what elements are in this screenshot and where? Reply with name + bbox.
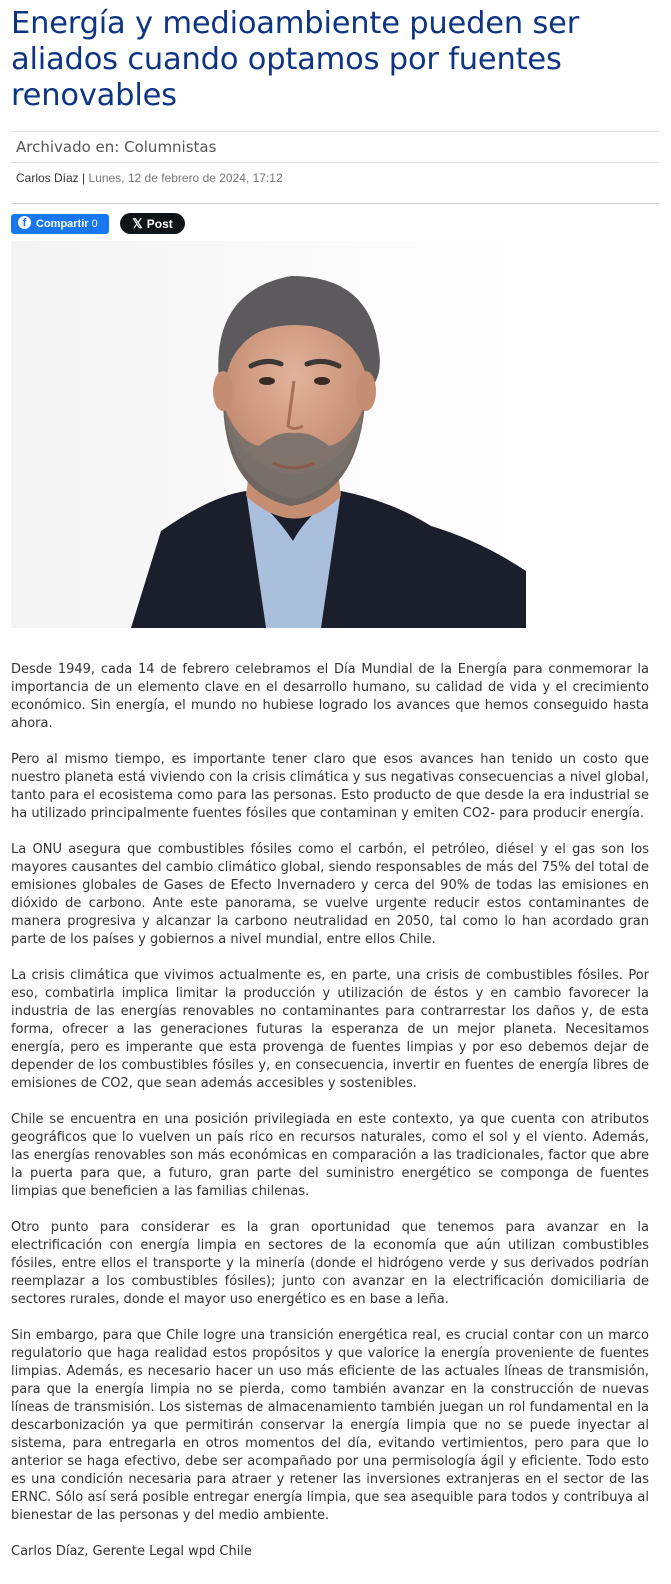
article-paragraph: Sin embargo, para que Chile logre una transición energética real, es crucial contar con un marco regulatorio que haga realidad estos propósitos y que valorice la energía proveniente de fuentes limpias. Además, es necesario hacer un uso más eficiente de las actuales líneas de transmisión, para que la energía limpia no se pierda, como también avanzar en la construcción de nuevas líneas de transmisión. Los sistemas de almacenamiento también juegan un rol fundamental en la descarbonización ya que permitirán conservar la energía limpia que no se puede inyectar al sistema, para entregarla en otros momentos del día, evitando vertimientos, pero para que lo anterior se haga efectivo, debe ser acompañado por una permisología ágil y eficiente. Todo esto es una condición necesaria para atraer y retener las inversiones extranjeras en el sector de las ERNC. Sólo así será posible entregar energía limpia, que sea asequible para todos y contribuya al bienestar de las personas y del medio ambiente. — [11, 1328, 649, 1523]
x-logo-icon: 𝕏 — [132, 216, 143, 231]
article-paragraph: Desde 1949, cada 14 de febrero celebramos el Día Mundial de la Energía para conmemorar la importancia de un elemento clave en el desarrollo humano, su calidad de vida y el crecimiento económico. Sin energía, el mundo no hubiese logrado los avances que hemos conseguido hasta ahora. — [11, 662, 649, 731]
article-paragraph: La ONU asegura que combustibles fósiles como el carbón, el petróleo, diésel y el gas son los mayores causantes del cambio climático global, siendo responsables de más del 75% del total de emisiones globales de Gases de Efecto Invernadero y cerca del 90% de todas las emisiones en dióxido de carbono. Ante este panorama, se vuelve urgente reducir estos contaminantes de manera progresiva y alcanzar la carbono neutralidad en 2050, tal como lo han acordado gran parte de los países y gobiernos a nivel mundial, entre ellos Chile. — [11, 842, 649, 947]
facebook-share-label: Compartir — [36, 218, 89, 230]
byline — [11, 163, 659, 204]
x-post-button[interactable] — [120, 213, 185, 234]
article-paragraph: Chile se encuentra en una posición privilegiada en este contexto, ya que cuenta con atributos geográficos que lo vuelven un país rico en recursos naturales, como el sol y el viento. Además, las energías renovables son más económicas en comparación a las tradicionales, factor que abre la puerta para que, a futuro, gran parte del suministro energético se componga de fuentes limpias que beneficien a las familias chilenas. — [11, 1112, 649, 1199]
publish-date: Lunes, 12 de febrero de 2024, 17:12 — [88, 171, 283, 185]
author-photo — [11, 241, 526, 628]
article-paragraph: Pero al mismo tiempo, es importante tener claro que esos avances han tenido un costo que nuestro planeta está viviendo con la crisis climática y sus negativas consecuencias a nivel global, tanto para el ecosistema como para las personas. Esto producto de que desde la era industrial se ha utilizado principalmente fuentes fósiles que contaminan y emiten CO2- para producir energía. — [11, 752, 649, 821]
facebook-share-count: 0 — [91, 218, 98, 230]
article-signature: Carlos Díaz, Gerente Legal wpd Chile — [11, 1544, 252, 1559]
facebook-share-button[interactable] — [11, 214, 109, 234]
article-paragraph: La crisis climática que vivimos actualmente es, en parte, una crisis de combustibles fósiles. Por eso, combatirla implica limitar la producción y utilización de éstos y en cambio favorecer la industria de las energías renovables no contaminantes para contrarrestar los daños y, de esta forma, ofrecer a las generaciones futuras la esperanza de un mejor planeta. Necesitamos energía, pero es imperante que esta provenga de fuentes limpias y por eso debemos dejar de depender de los combustibles fósiles y, en consecuencia, invertir en fuentes de energía libres de emisiones de CO2, que sean además accesibles y sostenibles. — [11, 968, 649, 1091]
article-body — [11, 661, 649, 1561]
share-bar — [11, 210, 659, 240]
archive-label[interactable]: Archivado en: Columnistas — [16, 138, 217, 156]
byline-separator: | — [78, 171, 89, 185]
archive-bar — [11, 131, 659, 163]
article-title: Energía y medioambiente pueden ser aliados cuando optamos por fuentes renovables — [11, 6, 580, 113]
author-name: Carlos Díaz — [16, 171, 79, 185]
article-page — [11, 0, 659, 1561]
x-post-label: Post — [146, 217, 173, 231]
article-paragraph: Otro punto para considerar es la gran oportunidad que tenemos para avanzar en la electrificación con energía limpia en sectores de la economía que aún utilizan combustibles fósiles, entre ellos el transporte y la minería (donde el hidrógeno verde y sus derivados podrían reemplazar a los combustibles fósiles); junto con avanzar en la electrificación domiciliaria de sectores rurales, donde el mayor uso energético es en base a leña. — [11, 1220, 649, 1307]
facebook-icon: f — [18, 216, 31, 229]
